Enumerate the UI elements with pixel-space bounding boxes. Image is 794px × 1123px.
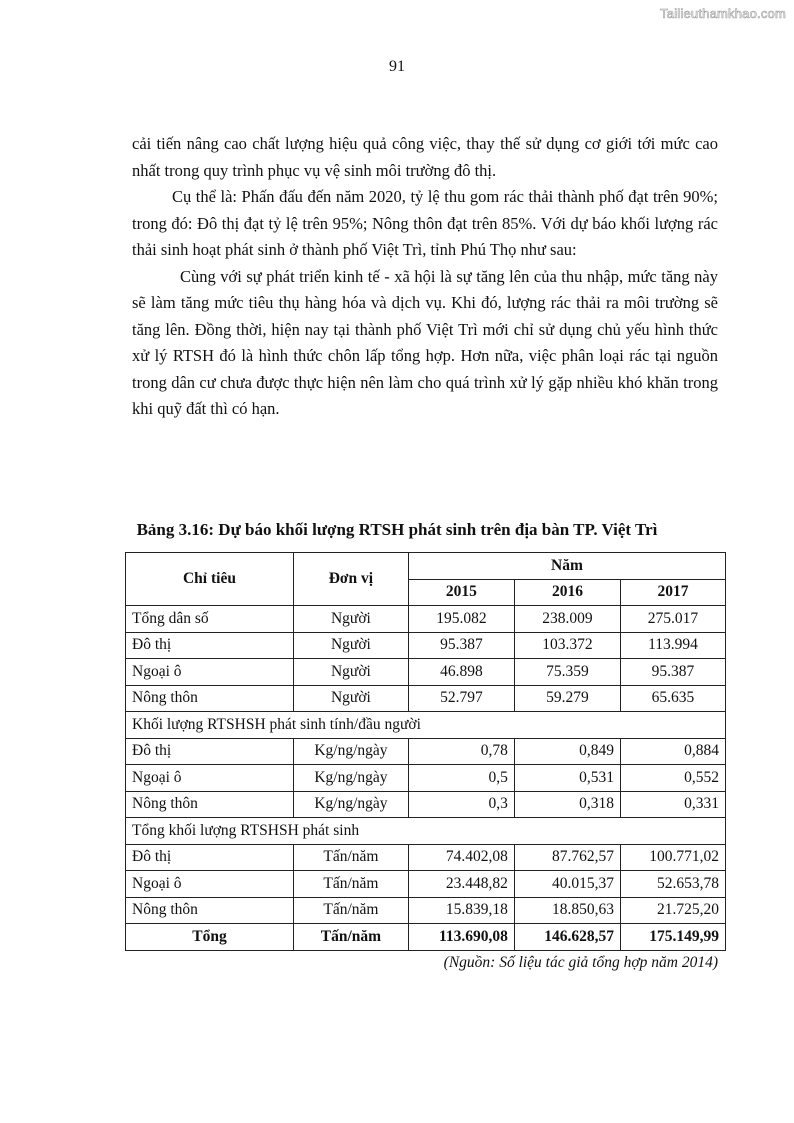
row-label: Đô thị: [126, 738, 294, 765]
section-row: [126, 712, 726, 739]
row-label: Nông thôn: [126, 685, 294, 712]
row-label: Đô thị: [126, 844, 294, 871]
row-value: 0,5: [408, 765, 514, 792]
row-value: 0,331: [620, 791, 725, 818]
row-value: 15.839,18: [408, 897, 514, 924]
body-text: [132, 131, 718, 423]
row-value: 275.017: [620, 606, 725, 633]
row-value: 0,552: [620, 765, 725, 792]
row-value: 95.387: [408, 632, 514, 659]
row-value: 0,318: [514, 791, 620, 818]
row-label: Ngoại ô: [126, 659, 294, 686]
total-value: 175.149,99: [620, 924, 725, 951]
row-value: 23.448,82: [408, 871, 514, 898]
total-value: 113.690,08: [408, 924, 514, 951]
table-header-row: [126, 553, 726, 580]
row-unit: Người: [293, 606, 408, 633]
row-value: 113.994: [620, 632, 725, 659]
row-label: Ngoại ô: [126, 871, 294, 898]
header-year-group: Năm: [408, 553, 725, 580]
row-value: 103.372: [514, 632, 620, 659]
table-row: [126, 765, 726, 792]
row-label: Nông thôn: [126, 791, 294, 818]
header-year: 2015: [408, 579, 514, 606]
row-unit: Tấn/năm: [293, 844, 408, 871]
grand-total-row: [126, 924, 726, 951]
forecast-table: [125, 552, 726, 951]
row-unit: Tấn/năm: [293, 897, 408, 924]
row-unit: Kg/ng/ngày: [293, 791, 408, 818]
row-value: 52.653,78: [620, 871, 725, 898]
row-value: 95.387: [620, 659, 725, 686]
row-unit: Kg/ng/ngày: [293, 738, 408, 765]
table-row: [126, 632, 726, 659]
row-value: 0,3: [408, 791, 514, 818]
row-value: 238.009: [514, 606, 620, 633]
paragraph-3: Cùng với sự phát triển kinh tế - xã hội là sự tăng lên của thu nhập, mức tăng này sẽ làm tăng mức tiêu thụ hàng hóa và dịch vụ. Khi đó, lượng rác thải ra môi trường sẽ tăng lên. Đồng thời, hiện nay tại thành phố Việt Trì mới chỉ sử dụng chủ yếu hình thức xử lý RTSH đó là hình thức chôn lấp tổng hợp. Hơn nữa, việc phân loại rác tại nguồn trong dân cư chưa được thực hiện nên làm cho quá trình xử lý gặp nhiều khó khăn trong khi quỹ đất thì có hạn.: [132, 266, 718, 418]
header-unit: Đơn vị: [293, 553, 408, 606]
row-value: 75.359: [514, 659, 620, 686]
row-value: 65.635: [620, 685, 725, 712]
page-number: 91: [389, 58, 405, 75]
table-row: [126, 606, 726, 633]
row-value: 0,531: [514, 765, 620, 792]
table-row: [126, 659, 726, 686]
row-label: Nông thôn: [126, 897, 294, 924]
table-row: [126, 871, 726, 898]
row-value: 52.797: [408, 685, 514, 712]
row-value: 46.898: [408, 659, 514, 686]
header-year: 2016: [514, 579, 620, 606]
table-source: (Nguồn: Số liệu tác giả tổng hợp năm 2014): [443, 954, 718, 971]
header-year: 2017: [620, 579, 725, 606]
section-per-capita: Khối lượng RTSHSH phát sinh tính/đầu người: [126, 712, 726, 739]
table-row: [126, 844, 726, 871]
table-row: [126, 897, 726, 924]
table-row: [126, 791, 726, 818]
table-row: [126, 685, 726, 712]
table-title: Bảng 3.16: Dự báo khối lượng RTSH phát sinh trên địa bàn TP. Việt Trì: [136, 520, 658, 539]
row-value: 87.762,57: [514, 844, 620, 871]
row-value: 74.402,08: [408, 844, 514, 871]
row-label: Đô thị: [126, 632, 294, 659]
row-unit: Tấn/năm: [293, 871, 408, 898]
row-value: 40.015,37: [514, 871, 620, 898]
row-value: 0,78: [408, 738, 514, 765]
row-value: 59.279: [514, 685, 620, 712]
row-value: 18.850,63: [514, 897, 620, 924]
total-label: Tổng: [126, 924, 294, 951]
row-unit: Người: [293, 685, 408, 712]
row-value: 195.082: [408, 606, 514, 633]
row-label: Ngoại ô: [126, 765, 294, 792]
section-total: Tổng khối lượng RTSHSH phát sinh: [126, 818, 726, 845]
paragraph-1: cải tiến nâng cao chất lượng hiệu quả công việc, thay thế sử dụng cơ giới tới mức cao nhất trong quy trình phục vụ vệ sinh môi trường đô thị.: [132, 134, 718, 180]
row-unit: Người: [293, 659, 408, 686]
watermark: Tailieuthamkhao.com: [660, 6, 786, 21]
total-unit: Tấn/năm: [293, 924, 408, 951]
table-row: [126, 738, 726, 765]
row-value: 0,884: [620, 738, 725, 765]
row-unit: Kg/ng/ngày: [293, 765, 408, 792]
section-row: [126, 818, 726, 845]
row-value: 21.725,20: [620, 897, 725, 924]
row-value: 0,849: [514, 738, 620, 765]
total-value: 146.628,57: [514, 924, 620, 951]
header-indicator: Chỉ tiêu: [126, 553, 294, 606]
row-unit: Người: [293, 632, 408, 659]
row-value: 100.771,02: [620, 844, 725, 871]
paragraph-2: Cụ thể là: Phấn đấu đến năm 2020, tỷ lệ thu gom rác thải thành phố đạt trên 90%; trong đó: Đô thị đạt tỷ lệ trên 95%; Nông thôn đạt trên 85%. Với dự báo khối lượng rác thải sinh hoạt phát sinh ở thành phố Việt Trì, tỉnh Phú Thọ như sau:: [132, 187, 718, 259]
row-label: Tổng dân số: [126, 606, 294, 633]
